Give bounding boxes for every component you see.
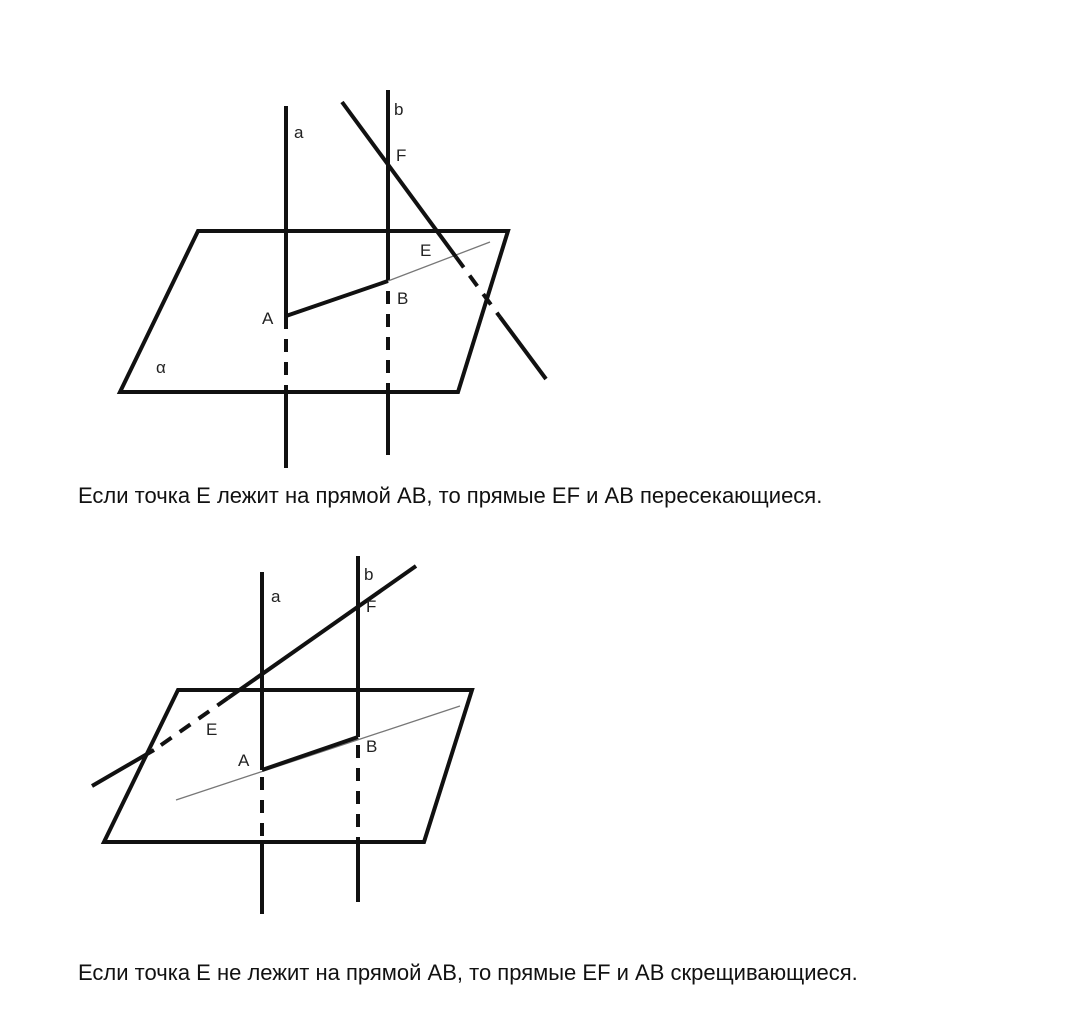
plane-alpha bbox=[120, 231, 508, 392]
figure-skew bbox=[0, 540, 1080, 940]
label-point-a: A bbox=[262, 309, 274, 328]
label-line-a: a bbox=[294, 123, 304, 142]
label-point-a: A bbox=[238, 751, 250, 770]
line-ef-above bbox=[228, 566, 416, 698]
figure-intersecting bbox=[0, 0, 1080, 480]
label-line-b: b bbox=[394, 100, 404, 119]
line-ab bbox=[176, 706, 460, 800]
label-point-b: B bbox=[397, 289, 409, 308]
label-point-e: E bbox=[206, 720, 218, 739]
label-point-b: B bbox=[366, 737, 378, 756]
label-point-f: F bbox=[396, 146, 407, 165]
label-plane-alpha: α bbox=[156, 358, 166, 377]
segment-ab bbox=[262, 737, 358, 770]
line-ef-above bbox=[342, 102, 456, 257]
caption-skew: Если точка E не лежит на прямой AB, то прямые EF и AB скрещивающиеся. bbox=[78, 960, 858, 985]
segment-ab bbox=[286, 281, 388, 316]
diagram-skew bbox=[0, 540, 1080, 940]
caption-intersecting: Если точка E лежит на прямой AB, то прямые EF и AB пересекающиеся. bbox=[78, 483, 823, 508]
label-line-a: a bbox=[271, 587, 281, 606]
diagram-intersecting bbox=[0, 0, 1080, 480]
line-ef-below bbox=[92, 750, 154, 786]
label-line-b: b bbox=[364, 565, 374, 584]
label-point-e: E bbox=[420, 241, 432, 260]
line-ab-extension bbox=[388, 242, 490, 281]
label-point-f: F bbox=[366, 597, 377, 616]
line-ef-hidden bbox=[456, 257, 500, 317]
plane bbox=[104, 690, 472, 842]
line-ef-below bbox=[500, 317, 546, 379]
